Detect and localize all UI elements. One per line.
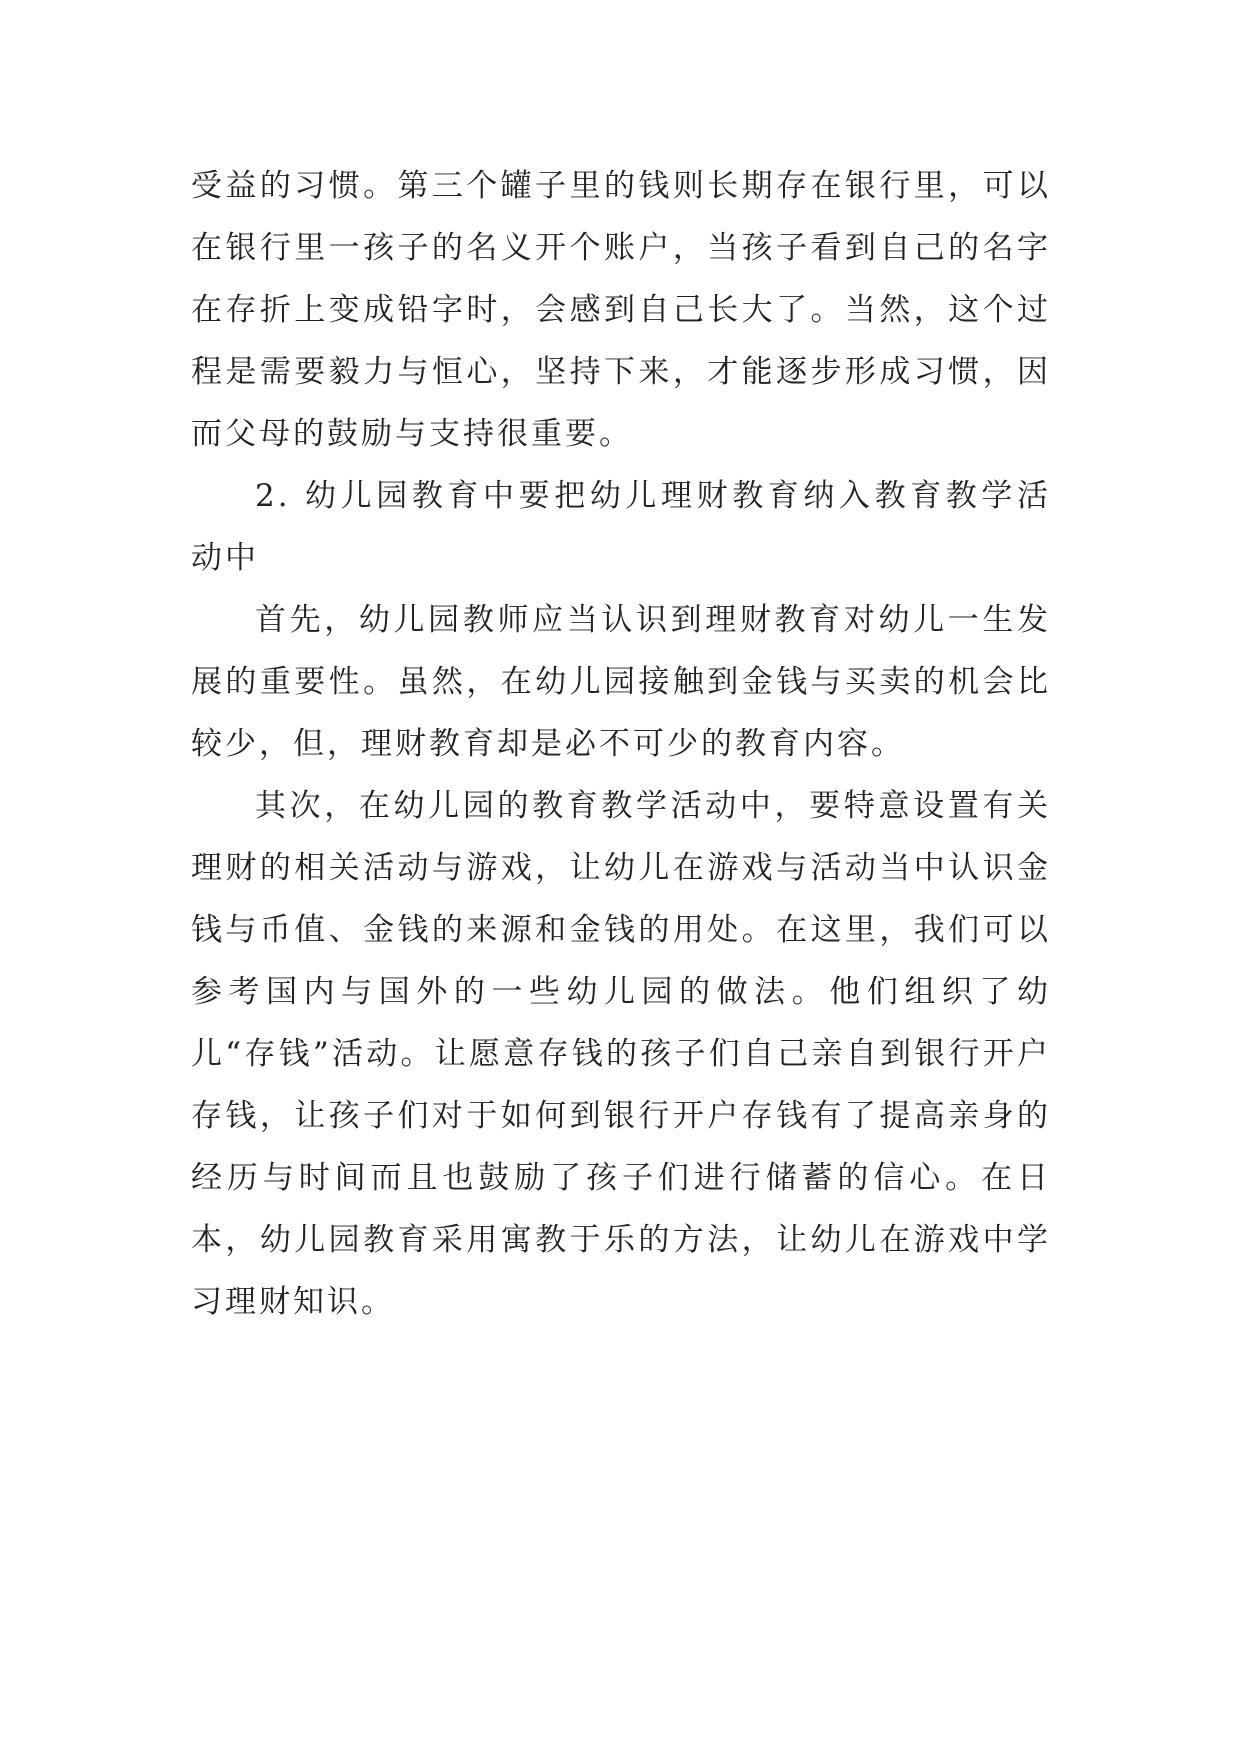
paragraph-continuation: 受益的习惯。第三个罐子里的钱则长期存在银行里，可以在银行里一孩子的名义开个账户，当孩子看到自己的名字在存折上变成铅字时，会感到自己长大了。当然，这个过程是需要毅力与恒心，坚持下来，才能逐步形成习惯，因而父母的鼓励与支持很重要。 (191, 168, 1051, 452)
paragraph-first: 首先，幼儿园教师应当认识到理财教育对幼儿一生发展的重要性。虽然，在幼儿园接触到金钱与买卖的机会比较少，但，理财教育却是必不可少的教育内容。 (191, 602, 1051, 762)
paragraph-second: 其次，在幼儿园的教育教学活动中，要特意设置有关理财的相关活动与游戏，让幼儿在游戏与活动当中认识金钱与币值、金钱的来源和金钱的用处。在这里，我们可以参考国内与国外的一些幼儿园的做法。他们组织了幼儿“存钱”活动。让愿意存钱的孩子们自己亲自到银行开户存钱，让孩子们对于如何到银行开户存钱有了提高亲身的经历与时间而且也鼓励了孩子们进行储蓄的信心。在日本，幼儿园教育采用寓教于乐的方法，让幼儿在游戏中学习理财知识。 (191, 788, 1051, 1320)
section-heading: 2. 幼儿园教育中要把幼儿理财教育纳入教育教学活动中 (191, 478, 1051, 576)
document-body (191, 155, 1051, 1333)
